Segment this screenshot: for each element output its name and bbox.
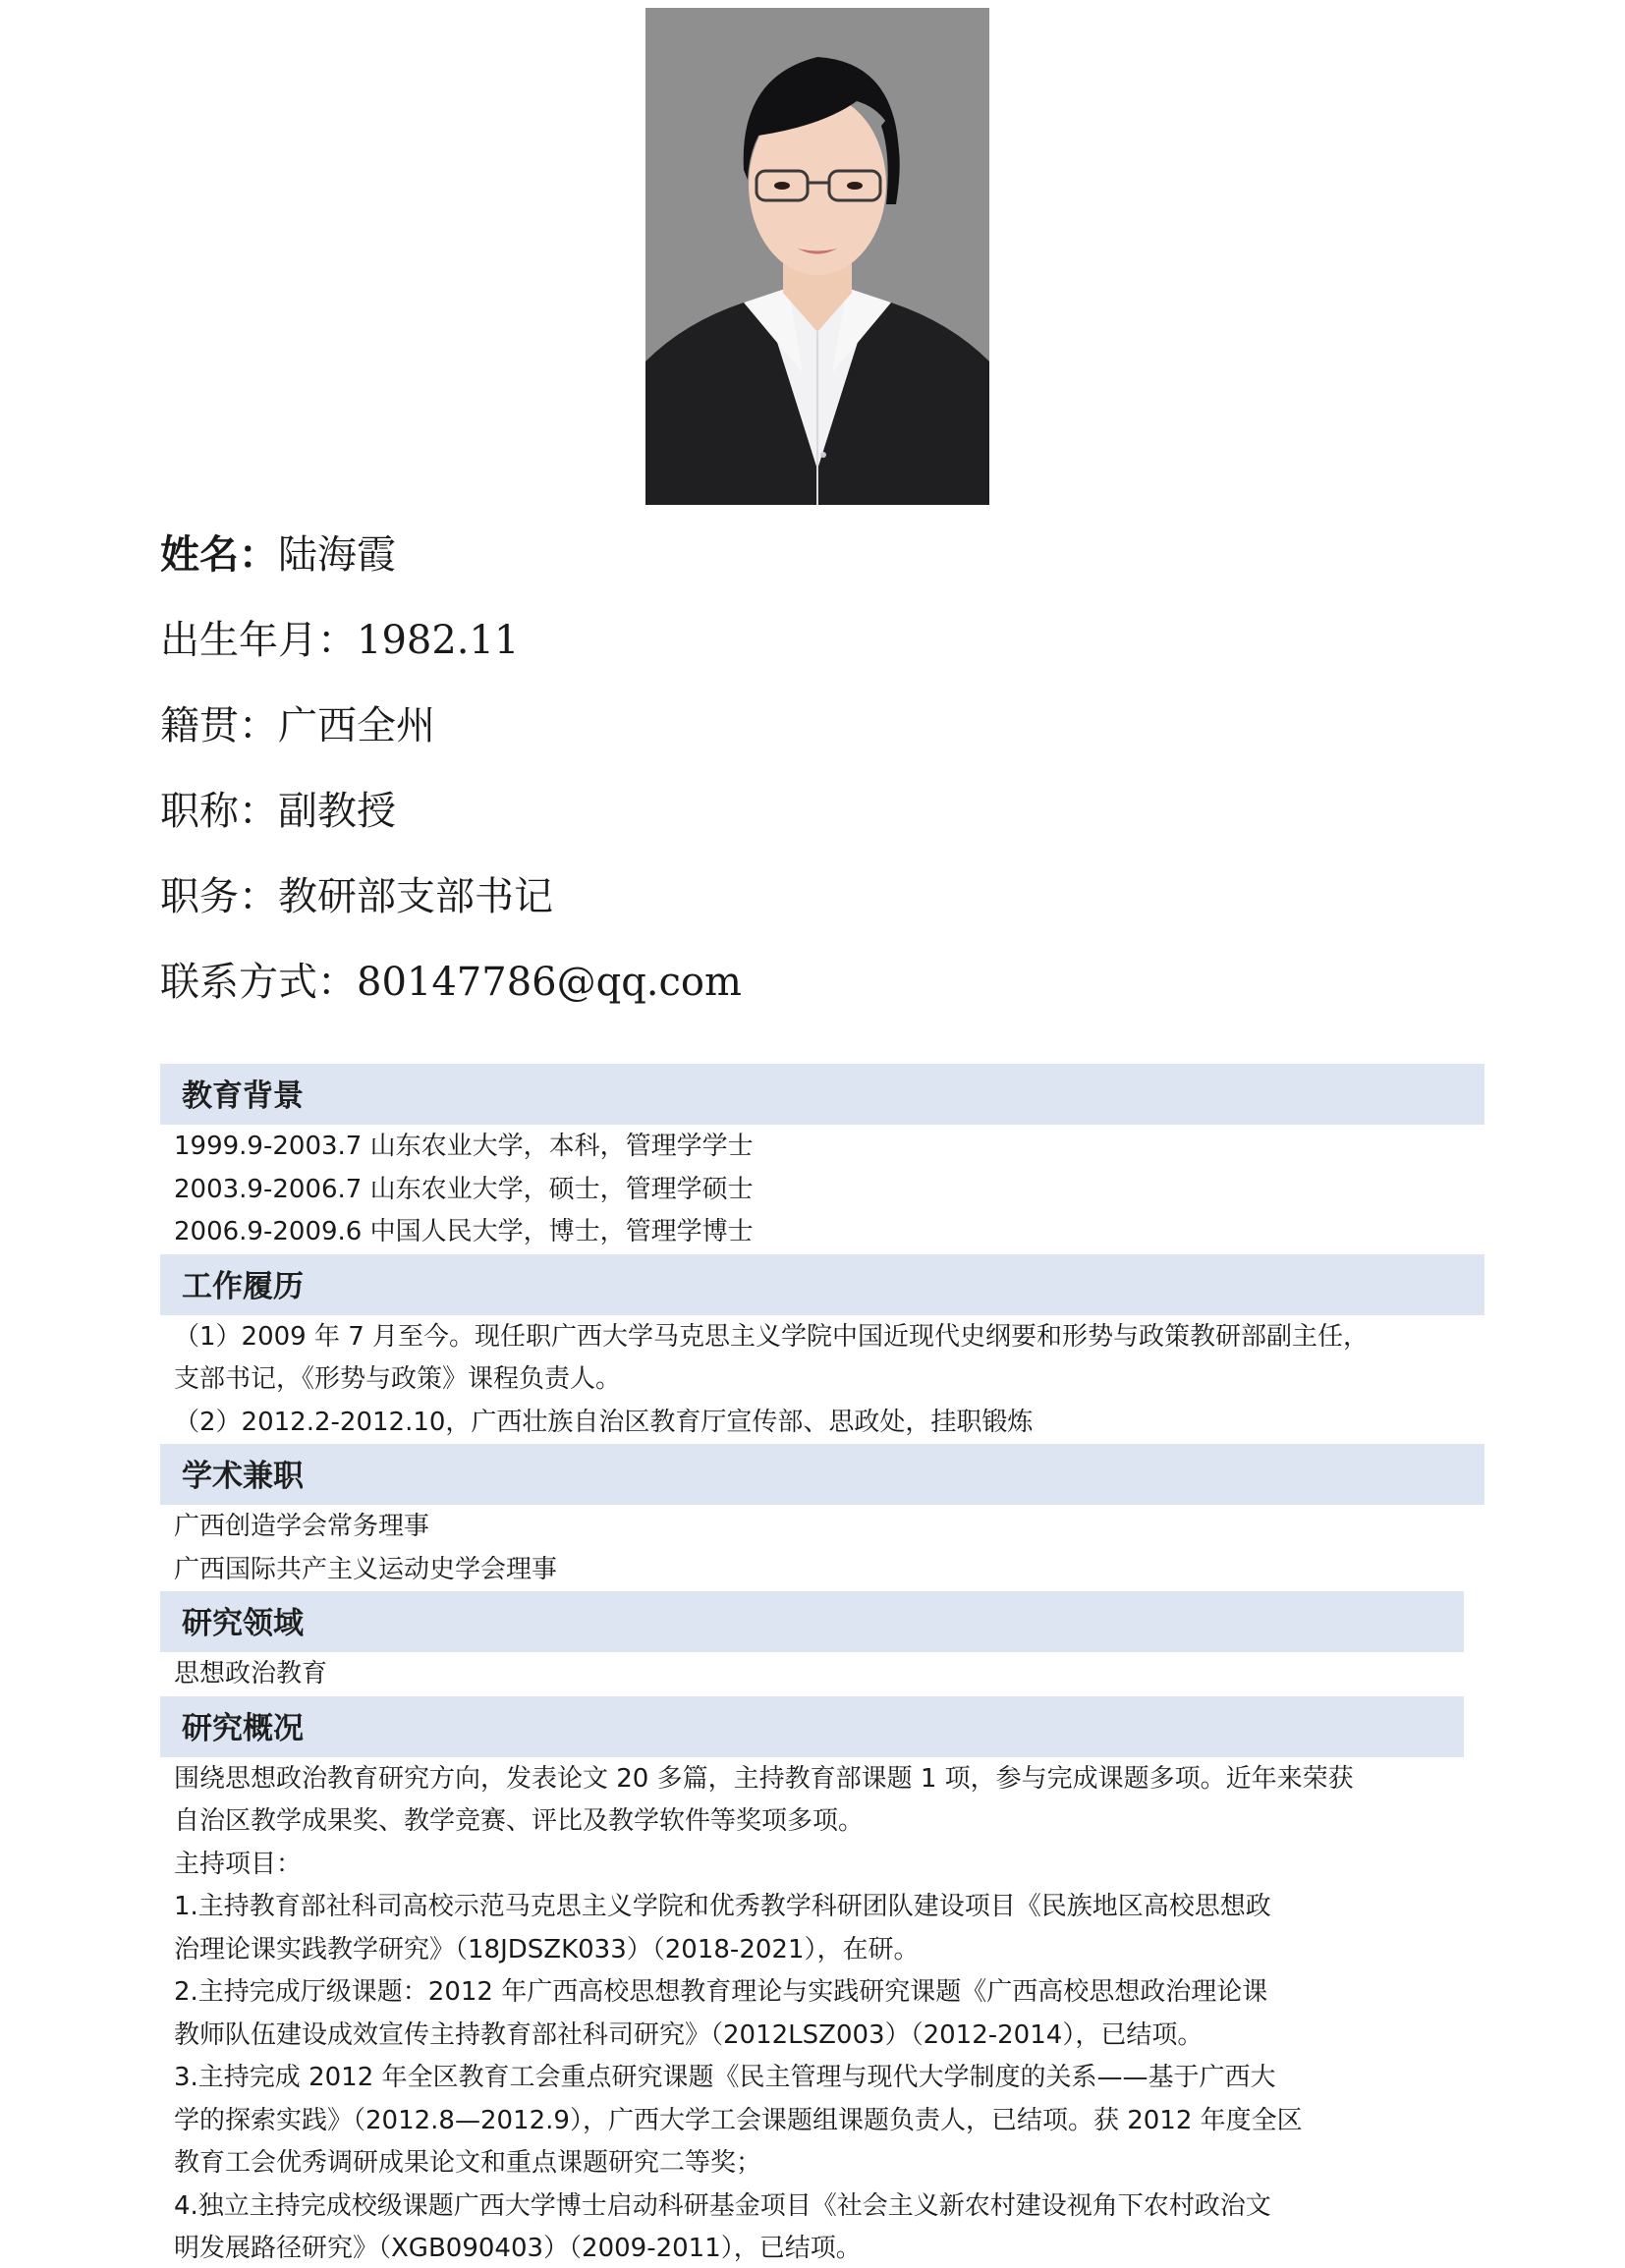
list-item: 教师队伍建设成效宣传主持教育部社科司研究》（2012LSZ003）（2012-2014），已结项。 <box>174 2019 1204 2050</box>
contact-row <box>160 948 1437 1033</box>
work-list <box>160 1316 1486 1445</box>
resume-sections <box>160 1064 1486 2268</box>
list-item: 支部书记，《形势与政策》课程负责人。 <box>174 1364 622 1394</box>
education-list <box>160 1126 1486 1254</box>
list-item: 广西国际共产主义运动史学会理事 <box>174 1554 558 1584</box>
title-value: 副教授 <box>278 789 396 834</box>
section-heading-overview: 研究概况 <box>160 1696 1464 1757</box>
list-item: 明发展路径研究》（XGB090403）（2009-2011），已结项。 <box>174 2234 862 2263</box>
profile-photo <box>645 8 989 505</box>
title-label: 职称： <box>160 789 278 834</box>
portrait-illustration <box>645 8 989 505</box>
academic-list <box>160 1506 1486 1591</box>
birth-value: 1982.11 <box>357 618 520 663</box>
contact-label: 联系方式： <box>160 960 357 1005</box>
native-label: 籍贯： <box>160 703 278 748</box>
list-item: 治理论课实践教学研究》（18JDSZK033）（2018-2021），在研。 <box>174 1934 920 1964</box>
list-item: 2.主持完成厅级课题：2012 年广西高校思想教育理论与实践研究课题《广西高校思想政治理论课 <box>174 1977 1268 2007</box>
position-row <box>160 862 1437 948</box>
list-item: 教育工会优秀调研成果论文和重点课题研究二等奖； <box>174 2148 762 2178</box>
list-item: 2003.9-2006.7 山东农业大学，硕士，管理学硕士 <box>174 1174 754 1204</box>
position-value: 教研部支部书记 <box>278 874 553 919</box>
name-value: 陆海霞 <box>278 532 396 578</box>
list-item: 围绕思想政治教育研究方向，发表论文 20 多篇，主持教育部课题 1 项，参与完成课题多项。近年来荣获 <box>174 1763 1354 1794</box>
list-item: 4.独立主持完成校级课题广西大学博士启动科研基金项目《社会主义新农村建设视角下农村政治文 <box>174 2190 1271 2221</box>
list-item: 学的探索实践》（2012.8—2012.9），广西大学工会课题组课题负责人，已结项。获 2012 年度全区 <box>174 2105 1303 2135</box>
section-heading-field: 研究领域 <box>160 1591 1464 1652</box>
personal-info <box>160 521 1437 1033</box>
overview-list <box>160 1758 1486 2268</box>
list-item: （2）2012.2-2012.10，广西壮族自治区教育厅宣传部、思政处，挂职锻炼 <box>174 1407 1034 1437</box>
list-item: 1.主持教育部社科司高校示范马克思主义学院和优秀教学科研团队建设项目《民族地区高校思想政 <box>174 1892 1271 1921</box>
list-item: 3.主持完成 2012 年全区教育工会重点研究课题《民主管理与现代大学制度的关系——基于广西大 <box>174 2063 1276 2092</box>
native-value: 广西全州 <box>278 703 435 748</box>
list-item: （1）2009 年 7 月至今。现任职广西大学马克思主义学院中国近现代史纲要和形势与政策教研部副主任， <box>174 1321 1370 1352</box>
section-heading-education: 教育背景 <box>160 1064 1485 1125</box>
field-list <box>160 1653 1486 1696</box>
list-item: 自治区教学成果奖、教学竞赛、评比及教学软件等奖项多项。 <box>174 1806 865 1836</box>
list-item: 1999.9-2003.7 山东农业大学，本科，管理学学士 <box>174 1132 754 1161</box>
position-label: 职务： <box>160 874 278 919</box>
list-item: 主持项目： <box>174 1849 303 1879</box>
native-row <box>160 691 1437 777</box>
name-row <box>160 521 1437 606</box>
title-row <box>160 777 1437 862</box>
contact-value: 80147786@qq.com <box>357 960 742 1005</box>
section-heading-work: 工作履历 <box>160 1254 1485 1315</box>
list-item: 2006.9-2009.6 中国人民大学，博士，管理学博士 <box>174 1217 754 1246</box>
list-item: 广西创造学会常务理事 <box>174 1512 430 1541</box>
birth-row <box>160 606 1437 691</box>
birth-label: 出生年月： <box>160 618 357 663</box>
name-label: 姓名： <box>160 531 278 578</box>
list-item: 思想政治教育 <box>174 1659 328 1688</box>
section-heading-academic: 学术兼职 <box>160 1444 1485 1505</box>
